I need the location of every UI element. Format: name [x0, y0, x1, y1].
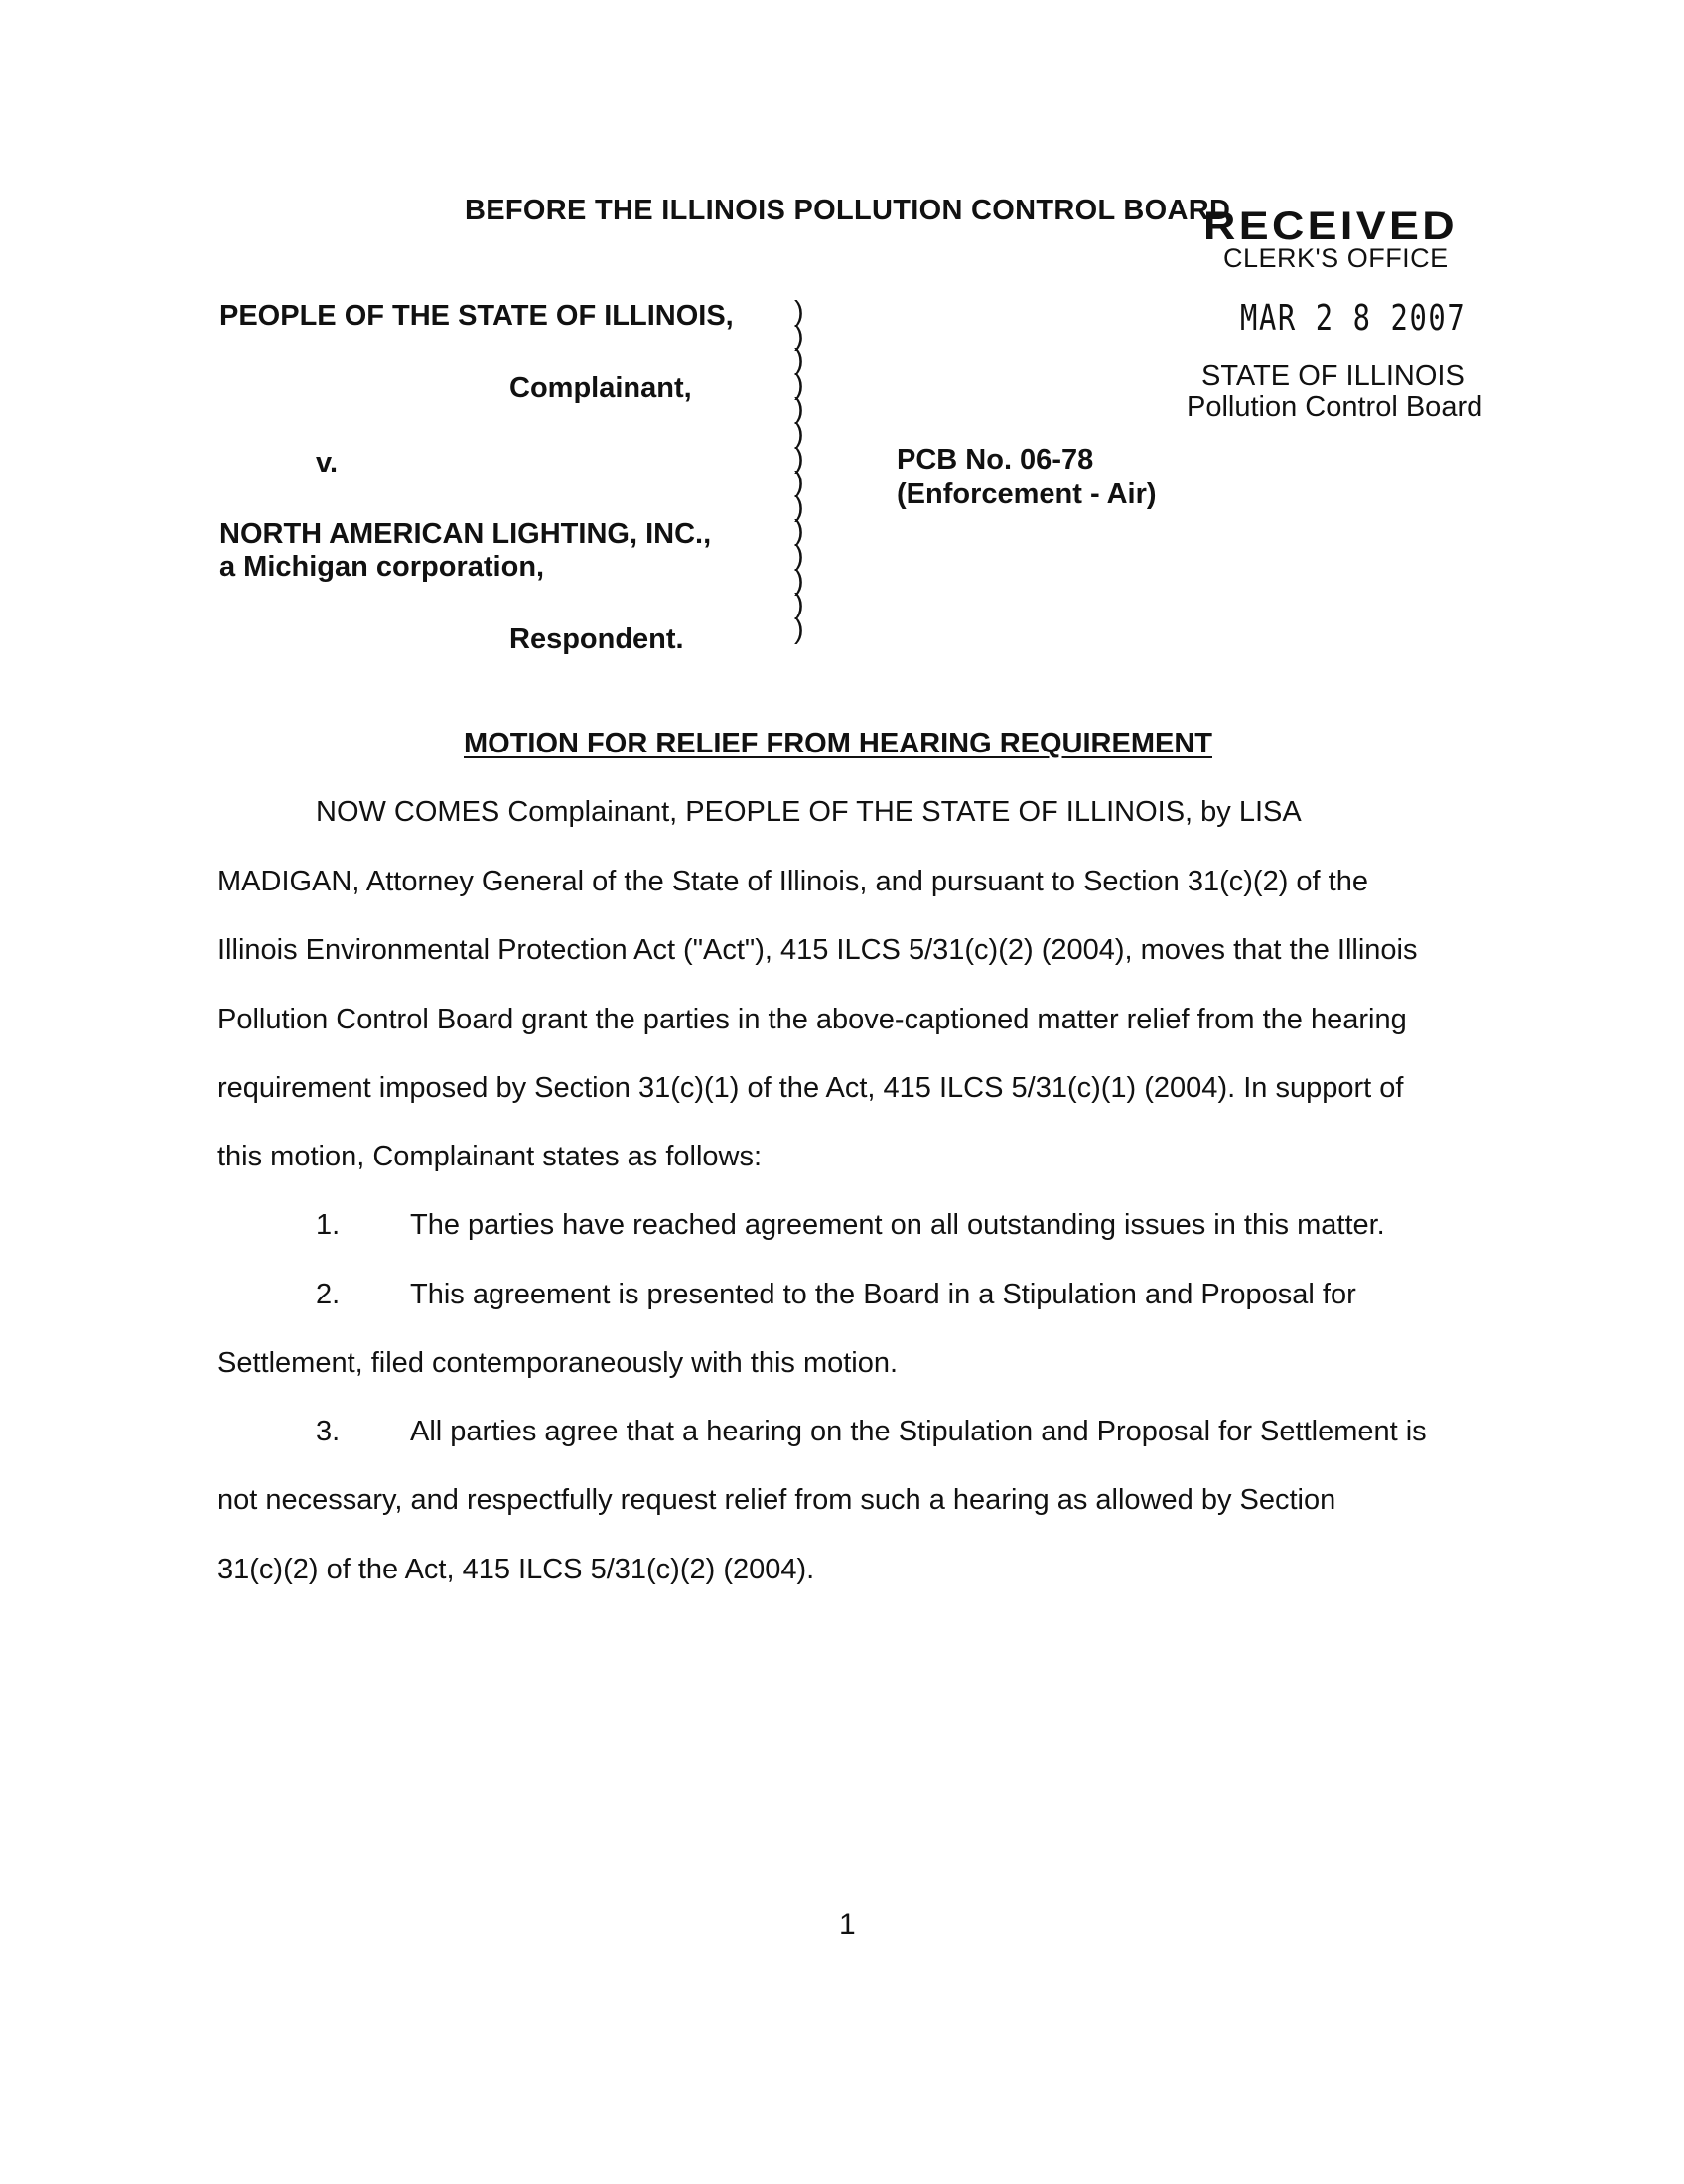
stamp-clerks-office: CLERK'S OFFICE — [1223, 243, 1449, 273]
paragraph-line: Illinois Environmental Protection Act ("Act"), 415 ILCS 5/31(c)(2) (2004), moves that the Illinois — [217, 934, 1418, 966]
caption-paren: ) — [794, 344, 804, 377]
paragraph-line: MADIGAN, Attorney General of the State of Illinois, and pursuant to Section 31(c)(2) of the — [217, 866, 1368, 897]
complainant-role: Complainant, — [509, 372, 692, 404]
caption-parentheses — [794, 296, 804, 645]
item-line: not necessary, and respectfully request relief from such a hearing as allowed by Section — [217, 1484, 1336, 1516]
stamp-received-text: RECEIVED — [1203, 205, 1458, 248]
item-line: Settlement, filed contemporaneously with this motion. — [217, 1347, 899, 1379]
caption-paren: ) — [794, 320, 804, 352]
caption-paren: ) — [794, 417, 804, 450]
caption-paren: ) — [794, 393, 804, 426]
court-title: BEFORE THE ILLINOIS POLLUTION CONTROL BOARD — [465, 195, 1231, 226]
caption-paren: ) — [794, 467, 804, 499]
complainant-party: PEOPLE OF THE STATE OF ILLINOIS, — [219, 300, 734, 332]
caption-paren: ) — [794, 490, 804, 523]
paragraph-line: Pollution Control Board grant the parties in the above-captioned matter relief from the hearing — [217, 1004, 1407, 1035]
item-number: 2. — [316, 1279, 341, 1310]
item-line: The parties have reached agreement on all outstanding issues in this matter. — [410, 1209, 1385, 1241]
caption-paren: ) — [794, 368, 804, 401]
caption-paren: ) — [794, 613, 804, 645]
paragraph-line: requirement imposed by Section 31(c)(1) of the Act, 415 ILCS 5/31(c)(1) (2004). In support of — [217, 1072, 1404, 1104]
paragraph-line: this motion, Complainant states as follows: — [217, 1141, 763, 1172]
item-number: 3. — [316, 1416, 341, 1447]
stamp-state: STATE OF ILLINOIS — [1201, 360, 1465, 392]
caption-paren: ) — [794, 442, 804, 475]
caption-paren: ) — [794, 539, 804, 572]
caption-paren: ) — [794, 296, 804, 328]
item-number: 1. — [316, 1209, 341, 1241]
respondent-role: Respondent. — [509, 623, 684, 655]
case-number: PCB No. 06-78 — [897, 444, 1094, 476]
item-line: All parties agree that a hearing on the Stipulation and Proposal for Settlement is — [410, 1416, 1427, 1447]
stamp-date: MAR 2 8 2007 — [1240, 298, 1467, 339]
item-line: This agreement is presented to the Board in a Stipulation and Proposal for — [410, 1279, 1356, 1310]
respondent-description: a Michigan corporation, — [219, 551, 545, 583]
caption-paren: ) — [794, 515, 804, 548]
versus-label: v. — [316, 447, 339, 478]
respondent-party: NORTH AMERICAN LIGHTING, INC., — [219, 518, 712, 550]
page-number: 1 — [839, 1908, 856, 1941]
caption-paren: ) — [794, 564, 804, 597]
motion-title: MOTION FOR RELIEF FROM HEARING REQUIREMENT — [464, 728, 1212, 759]
paragraph-line: NOW COMES Complainant, PEOPLE OF THE STATE OF ILLINOIS, by LISA — [316, 796, 1302, 828]
case-type: (Enforcement - Air) — [897, 478, 1157, 510]
stamp-board: Pollution Control Board — [1187, 391, 1483, 423]
item-line: 31(c)(2) of the Act, 415 ILCS 5/31(c)(2) (2004). — [217, 1554, 815, 1585]
caption-paren: ) — [794, 589, 804, 621]
